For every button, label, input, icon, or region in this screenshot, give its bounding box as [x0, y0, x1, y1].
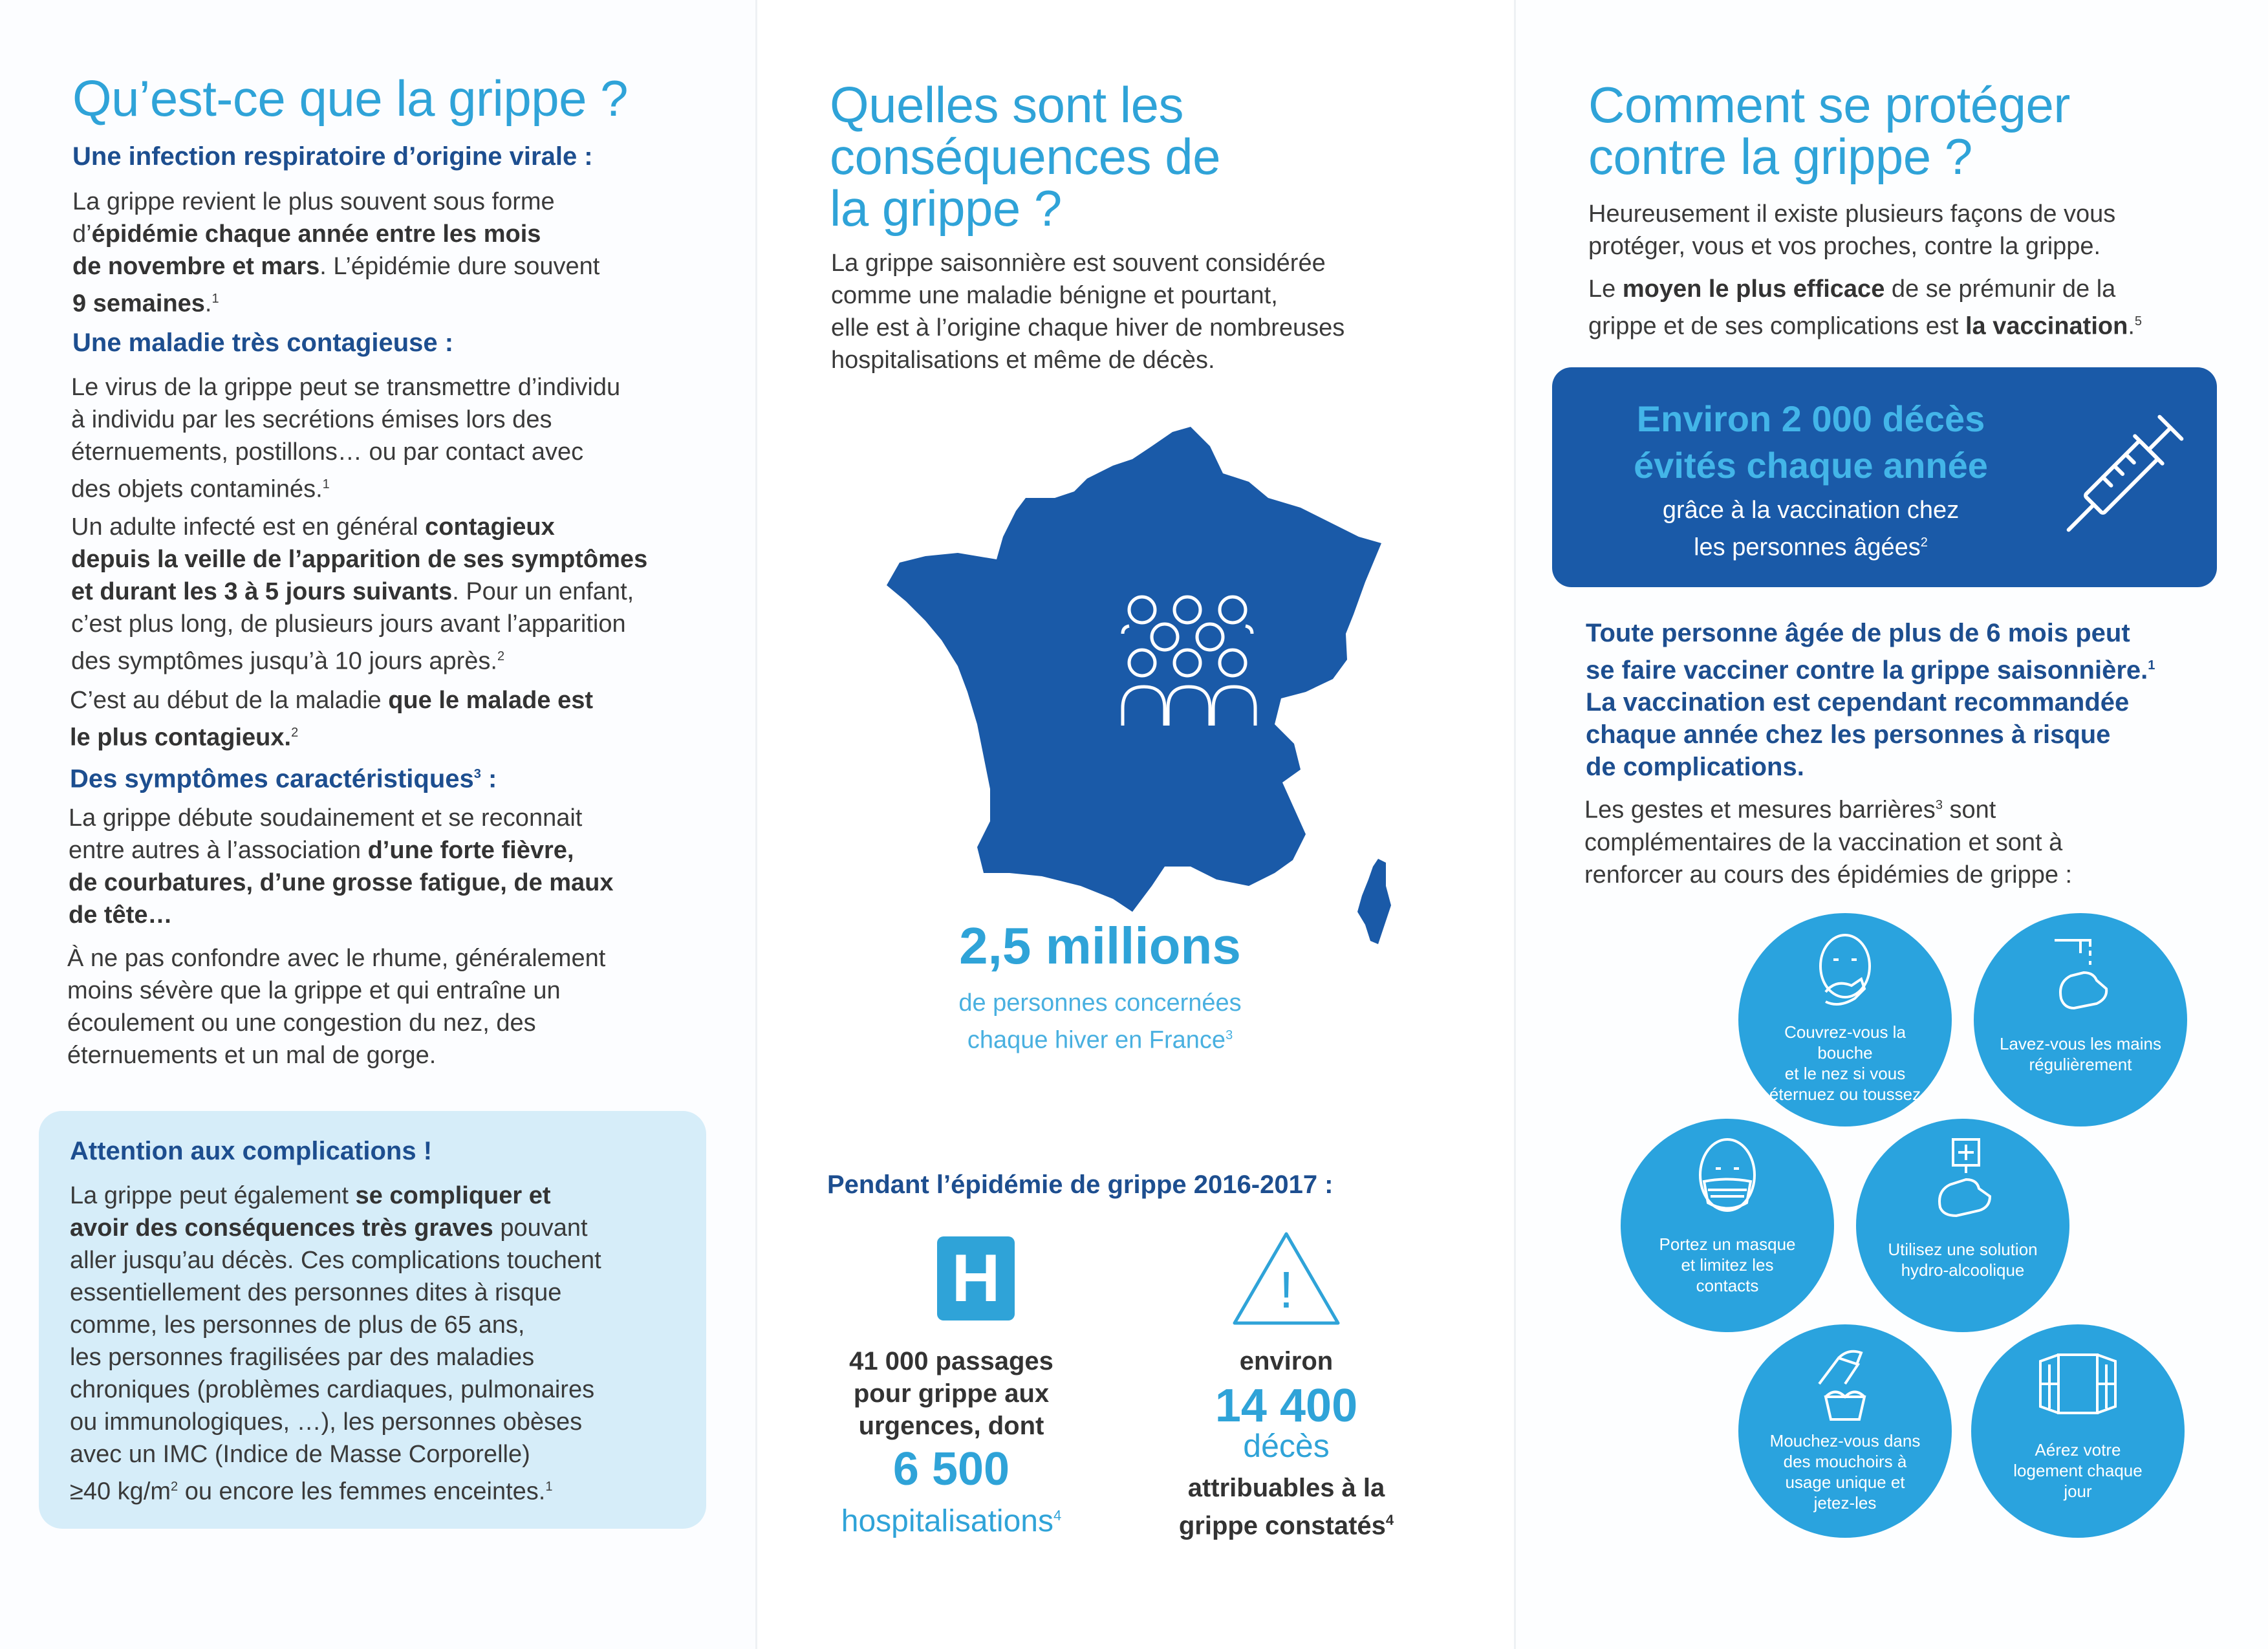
paragraph-contagious-period: Un adulte infecté est en général contagieux depuis la veille de l’apparition de ses symptômes et durant les 3 à 5 jours suivants. Pour un enfant, c’est plus long, de plusieurs jours avant l’apparition des symptômes jusqu’à 10 jours après.$^2$ [71, 513, 648, 675]
paragraph-transmission: Le virus de la grippe peut se transmettre d’individu à individu par les secrétions émises lors des éternuements, postillons… ou par contact avec des objets contaminés.$^1$ [71, 374, 621, 503]
mask-icon [1682, 1133, 1773, 1223]
paragraph-most-contagious: C’est au début de la maladie que le malade est le plus contagieux.$^2$ [70, 687, 594, 751]
deaths-label: décès [1243, 1428, 1330, 1464]
deaths-avoided-box [1552, 367, 2217, 587]
complications-heading: Attention aux complications ! [70, 1137, 433, 1165]
syringe-icon [2057, 400, 2186, 555]
paragraph-barrier-gestures: Les gestes et mesures barrières$^3$ sont complémentaires de la vaccination et sont à renforcer au cours des épidémies de grippe : [1584, 796, 2073, 889]
gesture-wash-hands [1974, 913, 2187, 1126]
hospitalisations-label: hospitalisations$^4$ [841, 1504, 1062, 1538]
hospital-icon: H [937, 1236, 1015, 1320]
hospitalisations-number: 6 500 [892, 1443, 1010, 1495]
paragraph-protection-intro: Heureusement il existe plusieurs façons de vous protéger, vous et vos proches, contre la grippe. [1588, 200, 2116, 260]
gesture-ventilate [1971, 1324, 2185, 1538]
complications-box [39, 1111, 706, 1529]
gesture-ventilate-label: Aérez votre logement chaque jour [2013, 1440, 2143, 1501]
france-mainland [887, 427, 1381, 912]
paragraph-consequences-intro: La grippe saisonnière est souvent considérée comme une maladie bénigne et pourtant, elle est à l’origine chaque hiver de nombreuses hospitalisations et même de décès. [831, 250, 1345, 374]
gesture-cover-cough [1738, 913, 1952, 1126]
gesture-sanitizer [1856, 1119, 2069, 1332]
cough-icon [1800, 927, 1890, 1018]
title-what-is-flu: Qu’est-ce que la grippe ? [72, 70, 629, 127]
paragraph-viral-infection: La grippe revient le plus souvent sous forme d’épidémie chaque année entre les mois de novembre et mars. L’épidémie dure souvent 9 semaines.$^1$ [72, 188, 600, 318]
deaths-number: 14 400 [1215, 1380, 1358, 1432]
gesture-wash-hands-label: Lavez-vous les mains régulièrement [2000, 1034, 2161, 1074]
panel-left [0, 0, 755, 1649]
window-icon [2033, 1339, 2123, 1429]
affected-people-caption: de personnes concernées chaque hiver en France$^3$ [958, 989, 1242, 1054]
title-consequences: Quelles sont les conséquences de la grippe ? [830, 76, 1220, 237]
france-map [887, 420, 1404, 970]
complications-paragraph: La grippe peut également se compliquer et avoir des conséquences très graves pouvant aller jusqu’au décès. Ces complications touchent essentiellement des personnes dites à risque comme, les personnes de plus de 65 ans, les personnes fragilisées par des maladies chroniques (problèmes cardiaques, pulmonaires ou immunologiques, …), les personnes obèses avec un IMC (Indice de Masse Corporelle) ≥40 $kg/m^2$ ou encore les femmes enceintes.$^1$ [70, 1182, 601, 1505]
warning-icon-glyph: ! [1279, 1261, 1294, 1319]
paragraph-symptoms: La grippe débute soudainement et se reconnait entre autres à l’association d’une forte fièvre, de courbatures, d’une grosse fatigue, de maux de tête… [69, 804, 614, 929]
corsica [1357, 859, 1391, 944]
gesture-sanitizer-label: Utilisez une solution hydro-alcoolique [1888, 1240, 2038, 1280]
epidemic-heading: Pendant l’épidémie de grippe 2016-2017 : [827, 1170, 1334, 1199]
deaths-prefix: environ [1239, 1347, 1334, 1375]
gesture-cover-cough-label: Couvrez-vous la bouche et le nez si vous éternuez ou toussez [1769, 1022, 1921, 1104]
affected-people-number: 2,5 millions [959, 917, 1241, 975]
gesture-tissue-label: Mouchez-vous dans des mouchoirs à usage unique et jetez-les [1769, 1431, 1921, 1513]
heading-contagious: Une maladie très contagieuse : [72, 329, 454, 357]
paragraph-cold-difference: À ne pas confondre avec le rhume, généralement moins sévère que la grippe et qui entraîne un écoulement ou une congestion du nez, des éternuements et un mal de gorge. [67, 945, 606, 1069]
sanitizer-icon [1917, 1133, 2008, 1223]
heading-viral-infection: Une infection respiratoire d’origine virale : [72, 142, 593, 171]
deaths-text: attribuables à la grippe constatés$^4$ [1178, 1474, 1394, 1540]
gesture-wear-mask-label: Portez un masque et limitez les contacts [1659, 1234, 1796, 1295]
deaths-avoided-subtitle: grâce à la vaccination chez les personnes âgées$^2$ [1662, 497, 1960, 561]
gesture-wear-mask [1621, 1119, 1834, 1332]
panel-middle [755, 0, 1516, 1649]
heading-symptoms: Des symptômes caractéristiques$^3$ : [70, 764, 497, 793]
title-protection: Comment se protéger contre la grippe ? [1588, 76, 2070, 185]
who-can-be-vaccinated: Toute personne âgée de plus de 6 mois peut se faire vacciner contre la grippe saisonnière.$^1$ La vaccination est cependant recommandée chaque année chez les personnes à risque de complications. [1586, 619, 2155, 782]
paragraph-vaccination-efficacy: Le moyen le plus efficace de se prémunir de la grippe et de ses complications est la vaccination.$^5$ [1588, 275, 2142, 340]
tissue-icon [1800, 1339, 1890, 1429]
hand-wash-icon [2035, 927, 2126, 1018]
deaths-avoided-title: Environ 2 000 décès évités chaque année [1634, 398, 1988, 486]
emergency-visits-text: 41 000 passages pour grippe aux urgences, dont [849, 1347, 1053, 1440]
gesture-tissue [1738, 1324, 1952, 1538]
